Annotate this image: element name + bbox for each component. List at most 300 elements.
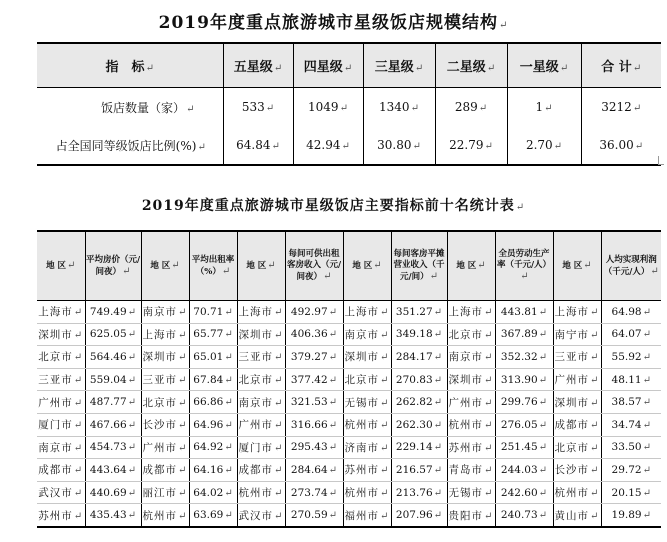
column-header: 四星级↵ bbox=[293, 43, 363, 88]
paragraph-mark: ↵ bbox=[484, 329, 494, 341]
paragraph-mark: ↵ bbox=[433, 306, 443, 318]
city-cell: 青岛市↵ bbox=[447, 459, 495, 482]
paragraph-mark: ↵ bbox=[544, 103, 553, 114]
paragraph-mark: ↵ bbox=[484, 488, 494, 500]
paragraph-mark: ↵ bbox=[553, 141, 563, 152]
value-cell: 244.03↵ bbox=[495, 459, 553, 482]
paragraph-mark: ↵ bbox=[73, 442, 84, 454]
paragraph-mark: ↵ bbox=[274, 420, 284, 432]
city-cell: 北京市↵ bbox=[343, 368, 391, 391]
city-cell: 武汉市↵ bbox=[37, 481, 85, 504]
hotel-scale-table bbox=[37, 42, 661, 166]
column-header: 每间可供出租客房收入（元/间夜）↵ bbox=[285, 231, 343, 301]
value-cell: 262.82↵ bbox=[391, 391, 447, 414]
paragraph-mark: ↵ bbox=[484, 307, 494, 319]
paragraph-mark: ↵ bbox=[380, 510, 390, 522]
paragraph-mark: ↵ bbox=[380, 307, 390, 319]
paragraph-mark: ↵ bbox=[265, 103, 275, 114]
paragraph-mark: ↵ bbox=[484, 375, 494, 387]
value-cell: 492.97↵ bbox=[285, 301, 343, 324]
paragraph-mark: ↵ bbox=[412, 141, 421, 152]
city-cell: 上海市↵ bbox=[343, 301, 391, 324]
paragraph-mark: ↵ bbox=[274, 307, 284, 319]
paragraph-mark: ↵ bbox=[178, 488, 188, 500]
column-header: 地 区↵ bbox=[141, 231, 189, 301]
paragraph-mark: ↵ bbox=[433, 329, 443, 341]
value-cell: 270.59↵ bbox=[285, 504, 343, 527]
paragraph-mark: ↵ bbox=[274, 375, 284, 387]
value-cell: 295.43↵ bbox=[285, 436, 343, 459]
paragraph-mark: ↵ bbox=[538, 397, 548, 409]
paragraph-mark: ↵ bbox=[73, 465, 84, 477]
paragraph-mark: ↵ bbox=[73, 420, 84, 432]
table-row bbox=[37, 301, 661, 324]
paragraph-mark: ↵ bbox=[650, 265, 659, 277]
paragraph-mark: ↵ bbox=[642, 351, 651, 363]
paragraph-mark: ↵ bbox=[484, 510, 494, 522]
value-cell: 276.05↵ bbox=[495, 413, 553, 436]
paragraph-mark: ↵ bbox=[339, 103, 348, 114]
paragraph-mark: ↵ bbox=[433, 442, 443, 454]
city-cell: 杭州市↵ bbox=[343, 481, 391, 504]
paragraph-mark: ↵ bbox=[410, 103, 419, 114]
paragraph-mark: ↵ bbox=[73, 352, 84, 364]
paragraph-mark: ↵ bbox=[590, 465, 600, 477]
city-cell: 福州市↵ bbox=[343, 504, 391, 527]
row-label: 饭店数量（家）↵ bbox=[101, 100, 195, 115]
value-cell: 240.73↵ bbox=[495, 504, 553, 527]
paragraph-mark: ↵ bbox=[590, 352, 600, 364]
paragraph-mark: ↵ bbox=[642, 374, 651, 386]
value-cell: 65.01↵ bbox=[189, 346, 237, 369]
column-header: 地 区↵ bbox=[37, 231, 85, 301]
value-cell: 467.66↵ bbox=[85, 413, 141, 436]
city-cell: 苏州市↵ bbox=[447, 436, 495, 459]
value-cell: 213.76↵ bbox=[391, 481, 447, 504]
paragraph-mark: ↵ bbox=[224, 329, 233, 341]
paragraph-mark: ↵ bbox=[538, 487, 548, 499]
city-cell: 三亚市↵ bbox=[553, 346, 601, 369]
city-cell: 杭州市↵ bbox=[343, 413, 391, 436]
city-cell: 南京市↵ bbox=[141, 301, 189, 324]
city-cell: 武汉市↵ bbox=[237, 504, 285, 527]
city-cell: 杭州市↵ bbox=[141, 504, 189, 527]
paragraph-mark: ↵ bbox=[73, 510, 84, 522]
paragraph-mark: ↵ bbox=[634, 141, 644, 152]
paragraph-mark: ↵ bbox=[380, 488, 390, 500]
paragraph-mark: ↵ bbox=[590, 375, 600, 387]
paragraph-mark: ↵ bbox=[642, 306, 651, 318]
paragraph-mark: ↵ bbox=[127, 442, 137, 454]
paragraph-mark: ↵ bbox=[274, 442, 284, 454]
paragraph-mark: ↵ bbox=[429, 271, 438, 282]
value-cell: 64.92↵ bbox=[189, 436, 237, 459]
paragraph-mark: ↵ bbox=[486, 63, 496, 74]
paragraph-mark: ↵ bbox=[484, 465, 494, 477]
table-row bbox=[37, 504, 661, 527]
paragraph-mark: ↵ bbox=[178, 375, 188, 387]
paragraph-mark: ↵ bbox=[73, 488, 84, 500]
paragraph-mark: ↵ bbox=[67, 260, 76, 271]
paragraph-mark: ↵ bbox=[271, 141, 280, 152]
top-ten-indicators-table bbox=[37, 230, 661, 528]
city-cell: 深圳市↵ bbox=[141, 346, 189, 369]
city-cell: 北京市↵ bbox=[141, 391, 189, 414]
table-row bbox=[37, 413, 661, 436]
paragraph-mark: ↵ bbox=[224, 419, 233, 431]
city-cell: 北京市↵ bbox=[447, 323, 495, 346]
city-cell: 南京市↵ bbox=[37, 436, 85, 459]
column-header: 地 区↵ bbox=[343, 231, 391, 301]
paragraph-mark: ↵ bbox=[127, 487, 137, 499]
city-cell: 广州市↵ bbox=[141, 436, 189, 459]
city-cell: 苏州市↵ bbox=[37, 504, 85, 527]
paragraph-mark: ↵ bbox=[224, 442, 233, 454]
paragraph-mark: ↵ bbox=[323, 271, 332, 282]
value-cell: 443.81↵ bbox=[495, 301, 553, 324]
table-row bbox=[37, 436, 661, 459]
paragraph-mark: ↵ bbox=[328, 306, 338, 318]
value-cell: 29.72↵ bbox=[601, 459, 661, 482]
paragraph-mark: ↵ bbox=[274, 329, 284, 341]
value-cell: 379.27↵ bbox=[285, 346, 343, 369]
paragraph-mark: ↵ bbox=[328, 442, 338, 454]
city-cell: 厦门市↵ bbox=[37, 413, 85, 436]
value-cell: 367.89↵ bbox=[495, 323, 553, 346]
paragraph-mark: ↵ bbox=[433, 374, 443, 386]
paragraph-mark: ↵ bbox=[178, 352, 188, 364]
city-cell: 三亚市↵ bbox=[141, 368, 189, 391]
value-cell: 65.77↵ bbox=[189, 323, 237, 346]
city-cell: 杭州市↵ bbox=[447, 413, 495, 436]
value-cell: 559.04↵ bbox=[85, 368, 141, 391]
city-cell: 贵阳市↵ bbox=[447, 504, 495, 527]
paragraph-mark: ↵ bbox=[590, 397, 600, 409]
paragraph-mark: ↵ bbox=[484, 352, 494, 364]
paragraph-mark: ↵ bbox=[343, 63, 353, 74]
city-cell: 无锡市↵ bbox=[447, 481, 495, 504]
city-cell: 北京市↵ bbox=[553, 436, 601, 459]
paragraph-mark: ↵ bbox=[590, 488, 600, 500]
city-cell: 南京市↵ bbox=[343, 323, 391, 346]
value-cell: 19.89↵ bbox=[601, 504, 661, 527]
value-cell: 64.02↵ bbox=[189, 481, 237, 504]
paragraph-mark: ↵ bbox=[484, 141, 493, 152]
value-cell: 262.30↵ bbox=[391, 413, 447, 436]
paragraph-mark: ↵ bbox=[380, 465, 390, 477]
table-row bbox=[37, 323, 661, 346]
value-cell: 321.53↵ bbox=[285, 391, 343, 414]
paragraph-mark: ↵ bbox=[590, 420, 600, 432]
column-header: 五星级↵ bbox=[223, 43, 293, 88]
paragraph-mark: ↵ bbox=[538, 306, 548, 318]
city-cell: 上海市↵ bbox=[447, 301, 495, 324]
value-cell: 284.64↵ bbox=[285, 459, 343, 482]
paragraph-mark: ↵ bbox=[380, 329, 390, 341]
paragraph-mark: ↵ bbox=[590, 329, 600, 341]
paragraph-mark: ↵ bbox=[127, 374, 137, 386]
paragraph-mark: ↵ bbox=[171, 260, 180, 271]
value-cell: 440.69↵ bbox=[85, 481, 141, 504]
column-header: 每间客房平摊营业收入（千元/间）↵ bbox=[391, 231, 447, 301]
city-cell: 厦门市↵ bbox=[237, 436, 285, 459]
value-cell: 229.14↵ bbox=[391, 436, 447, 459]
table-end-corner bbox=[658, 156, 664, 165]
value-cell: 487.77↵ bbox=[85, 391, 141, 414]
column-header: 全员劳动生产率（千元/人）↵ bbox=[495, 231, 553, 301]
value-cell: 625.05↵ bbox=[85, 323, 141, 346]
paragraph-mark: ↵ bbox=[515, 202, 526, 213]
paragraph-mark: ↵ bbox=[73, 329, 84, 341]
column-header: 指 标↵ bbox=[37, 43, 223, 88]
paragraph-mark: ↵ bbox=[328, 329, 338, 341]
value-cell: 749.49↵ bbox=[85, 301, 141, 324]
city-cell: 广州市↵ bbox=[553, 368, 601, 391]
column-header: 地 区↵ bbox=[553, 231, 601, 301]
value-cell: 216.57↵ bbox=[391, 459, 447, 482]
paragraph-mark: ↵ bbox=[538, 419, 548, 431]
paragraph-mark: ↵ bbox=[414, 63, 424, 74]
paragraph-mark: ↵ bbox=[642, 419, 651, 431]
value-cell: 64.98↵ bbox=[601, 301, 661, 324]
value-cell: 349.18↵ bbox=[391, 323, 447, 346]
paragraph-mark: ↵ bbox=[642, 464, 651, 476]
city-cell: 上海市↵ bbox=[37, 301, 85, 324]
column-header: 平均出租率（%）↵ bbox=[189, 231, 237, 301]
paragraph-mark: ↵ bbox=[178, 420, 188, 432]
paragraph-mark: ↵ bbox=[127, 329, 137, 341]
value-cell: 316.66↵ bbox=[285, 413, 343, 436]
city-cell: 黄山市↵ bbox=[553, 504, 601, 527]
value-cell: 1↵ bbox=[507, 88, 581, 127]
paragraph-mark: ↵ bbox=[178, 442, 188, 454]
value-cell: 435.43↵ bbox=[85, 504, 141, 527]
row-label: 占全国同等级饭店比例(%)↵ bbox=[37, 126, 223, 165]
column-header: 地 区↵ bbox=[237, 231, 285, 301]
paragraph-mark: ↵ bbox=[178, 397, 188, 409]
table-row bbox=[37, 88, 661, 127]
city-cell: 成都市↵ bbox=[237, 459, 285, 482]
city-cell: 广州市↵ bbox=[37, 391, 85, 414]
paragraph-mark: ↵ bbox=[498, 20, 509, 31]
city-cell: 北京市↵ bbox=[37, 346, 85, 369]
value-cell: 273.74↵ bbox=[285, 481, 343, 504]
paragraph-mark: ↵ bbox=[328, 374, 338, 386]
city-cell: 深圳市↵ bbox=[237, 323, 285, 346]
city-cell: 济南市↵ bbox=[343, 436, 391, 459]
paragraph-mark: ↵ bbox=[373, 260, 382, 271]
value-cell: 289↵ bbox=[435, 88, 507, 127]
table-row bbox=[37, 126, 661, 165]
value-cell: 352.32↵ bbox=[495, 346, 553, 369]
paragraph-mark: ↵ bbox=[538, 329, 548, 341]
value-cell: 454.73↵ bbox=[85, 436, 141, 459]
value-cell: 1049↵ bbox=[293, 88, 363, 127]
column-header: 地 区↵ bbox=[447, 231, 495, 301]
paragraph-mark: ↵ bbox=[538, 374, 548, 386]
city-cell: 南宁市↵ bbox=[553, 323, 601, 346]
table-row bbox=[37, 391, 661, 414]
city-cell: 上海市↵ bbox=[141, 323, 189, 346]
value-cell: 64.07↵ bbox=[601, 323, 661, 346]
paragraph-mark: ↵ bbox=[73, 397, 84, 409]
paragraph-mark: ↵ bbox=[224, 464, 233, 476]
value-cell: 63.69↵ bbox=[189, 504, 237, 527]
column-header: 平均房价（元/间夜）↵ bbox=[85, 231, 141, 301]
paragraph-mark: ↵ bbox=[433, 351, 443, 363]
paragraph-mark: ↵ bbox=[380, 375, 390, 387]
paragraph-mark: ↵ bbox=[178, 510, 188, 522]
city-cell: 深圳市↵ bbox=[553, 391, 601, 414]
city-cell: 南京市↵ bbox=[237, 391, 285, 414]
paragraph-mark: ↵ bbox=[484, 397, 494, 409]
city-cell: 三亚市↵ bbox=[237, 346, 285, 369]
paragraph-mark: ↵ bbox=[127, 306, 137, 318]
paragraph-mark: ↵ bbox=[433, 397, 443, 409]
paragraph-mark: ↵ bbox=[538, 351, 548, 363]
table1-title: 2019年度重点旅游城市星级饭店规模结构↵ bbox=[158, 13, 509, 33]
paragraph-mark: ↵ bbox=[484, 442, 494, 454]
paragraph-mark: ↵ bbox=[538, 464, 548, 476]
paragraph-mark: ↵ bbox=[520, 271, 529, 282]
value-cell: 30.80↵ bbox=[363, 126, 435, 165]
paragraph-mark: ↵ bbox=[433, 487, 443, 499]
city-cell: 深圳市↵ bbox=[37, 323, 85, 346]
city-cell: 广州市↵ bbox=[447, 391, 495, 414]
city-cell: 无锡市↵ bbox=[343, 391, 391, 414]
value-cell: 64.84↵ bbox=[223, 126, 293, 165]
value-cell: 48.11↵ bbox=[601, 368, 661, 391]
paragraph-mark: ↵ bbox=[341, 141, 350, 152]
paragraph-mark: ↵ bbox=[328, 419, 338, 431]
city-cell: 成都市↵ bbox=[141, 459, 189, 482]
value-cell: 2.70↵ bbox=[507, 126, 581, 165]
city-cell: 长沙市↵ bbox=[141, 413, 189, 436]
paragraph-mark: ↵ bbox=[380, 397, 390, 409]
paragraph-mark: ↵ bbox=[127, 464, 137, 476]
value-cell: 564.46↵ bbox=[85, 346, 141, 369]
paragraph-mark: ↵ bbox=[583, 260, 592, 271]
value-cell: 207.96↵ bbox=[391, 504, 447, 527]
value-cell: 242.60↵ bbox=[495, 481, 553, 504]
paragraph-mark: ↵ bbox=[632, 103, 642, 114]
paragraph-mark: ↵ bbox=[127, 419, 137, 431]
value-cell: 70.71↵ bbox=[189, 301, 237, 324]
paragraph-mark: ↵ bbox=[328, 351, 338, 363]
value-cell: 443.64↵ bbox=[85, 459, 141, 482]
value-cell: 284.17↵ bbox=[391, 346, 447, 369]
value-cell: 299.76↵ bbox=[495, 391, 553, 414]
column-header: 合 计↵ bbox=[581, 43, 661, 88]
paragraph-mark: ↵ bbox=[642, 487, 651, 499]
paragraph-mark: ↵ bbox=[197, 141, 206, 153]
paragraph-mark: ↵ bbox=[122, 265, 131, 277]
paragraph-mark: ↵ bbox=[559, 63, 569, 74]
header-row bbox=[37, 231, 661, 301]
paragraph-mark: ↵ bbox=[224, 306, 233, 318]
table-row bbox=[37, 346, 661, 369]
value-cell: 67.84↵ bbox=[189, 368, 237, 391]
paragraph-mark: ↵ bbox=[590, 442, 600, 454]
paragraph-mark: ↵ bbox=[642, 510, 651, 522]
value-cell: 377.42↵ bbox=[285, 368, 343, 391]
paragraph-mark: ↵ bbox=[224, 351, 233, 363]
paragraph-mark: ↵ bbox=[186, 103, 195, 115]
paragraph-mark: ↵ bbox=[632, 63, 642, 74]
paragraph-mark: ↵ bbox=[224, 487, 233, 499]
paragraph-mark: ↵ bbox=[274, 510, 284, 522]
paragraph-mark: ↵ bbox=[274, 465, 284, 477]
value-cell: 64.16↵ bbox=[189, 459, 237, 482]
column-header: 一星级↵ bbox=[507, 43, 581, 88]
city-cell: 上海市↵ bbox=[237, 301, 285, 324]
paragraph-mark: ↵ bbox=[380, 352, 390, 364]
city-cell: 广州市↵ bbox=[237, 413, 285, 436]
column-header: 人均实现利润（千元/人）↵ bbox=[601, 231, 661, 301]
paragraph-mark: ↵ bbox=[433, 419, 443, 431]
paragraph-mark: ↵ bbox=[221, 265, 231, 277]
paragraph-mark: ↵ bbox=[145, 63, 154, 74]
paragraph-mark: ↵ bbox=[433, 464, 443, 476]
paragraph-mark: ↵ bbox=[274, 488, 284, 500]
paragraph-mark: ↵ bbox=[478, 103, 488, 114]
city-cell: 成都市↵ bbox=[37, 459, 85, 482]
city-cell: 杭州市↵ bbox=[237, 481, 285, 504]
paragraph-mark: ↵ bbox=[127, 510, 137, 522]
paragraph-mark: ↵ bbox=[273, 63, 283, 74]
paragraph-mark: ↵ bbox=[178, 329, 188, 341]
paragraph-mark: ↵ bbox=[73, 375, 84, 387]
header-row bbox=[37, 43, 661, 88]
value-cell: 1340↵ bbox=[363, 88, 435, 127]
paragraph-mark: ↵ bbox=[274, 397, 284, 409]
value-cell: 533↵ bbox=[223, 88, 293, 127]
table-row bbox=[37, 481, 661, 504]
table-row bbox=[37, 459, 661, 482]
paragraph-mark: ↵ bbox=[477, 260, 486, 271]
paragraph-mark: ↵ bbox=[127, 397, 137, 409]
value-cell: 55.92↵ bbox=[601, 346, 661, 369]
paragraph-mark: ↵ bbox=[380, 420, 390, 432]
value-cell: 22.79↵ bbox=[435, 126, 507, 165]
value-cell: 3212↵ bbox=[581, 88, 661, 127]
value-cell: 36.00↵ bbox=[581, 126, 661, 165]
city-cell: 三亚市↵ bbox=[37, 368, 85, 391]
paragraph-mark: ↵ bbox=[328, 510, 338, 522]
paragraph-mark: ↵ bbox=[328, 464, 338, 476]
paragraph-mark: ↵ bbox=[590, 307, 600, 319]
paragraph-mark: ↵ bbox=[642, 397, 651, 409]
city-cell: 丽江市↵ bbox=[141, 481, 189, 504]
paragraph-mark: ↵ bbox=[224, 374, 233, 386]
table-row bbox=[37, 368, 661, 391]
paragraph-mark: ↵ bbox=[224, 510, 233, 522]
value-cell: 20.15↵ bbox=[601, 481, 661, 504]
paragraph-mark: ↵ bbox=[274, 352, 284, 364]
paragraph-mark: ↵ bbox=[328, 397, 338, 409]
value-cell: 270.83↵ bbox=[391, 368, 447, 391]
city-cell: 成都市↵ bbox=[553, 413, 601, 436]
paragraph-mark: ↵ bbox=[224, 397, 233, 409]
paragraph-mark: ↵ bbox=[328, 487, 338, 499]
paragraph-mark: ↵ bbox=[590, 510, 600, 522]
city-cell: 苏州市↵ bbox=[343, 459, 391, 482]
value-cell: 313.90↵ bbox=[495, 368, 553, 391]
paragraph-mark: ↵ bbox=[642, 329, 651, 341]
table2-title: 2019年度重点旅游城市星级饭店主要指标前十名统计表↵ bbox=[141, 198, 526, 214]
paragraph-mark: ↵ bbox=[380, 442, 390, 454]
column-header: 三星级↵ bbox=[363, 43, 435, 88]
